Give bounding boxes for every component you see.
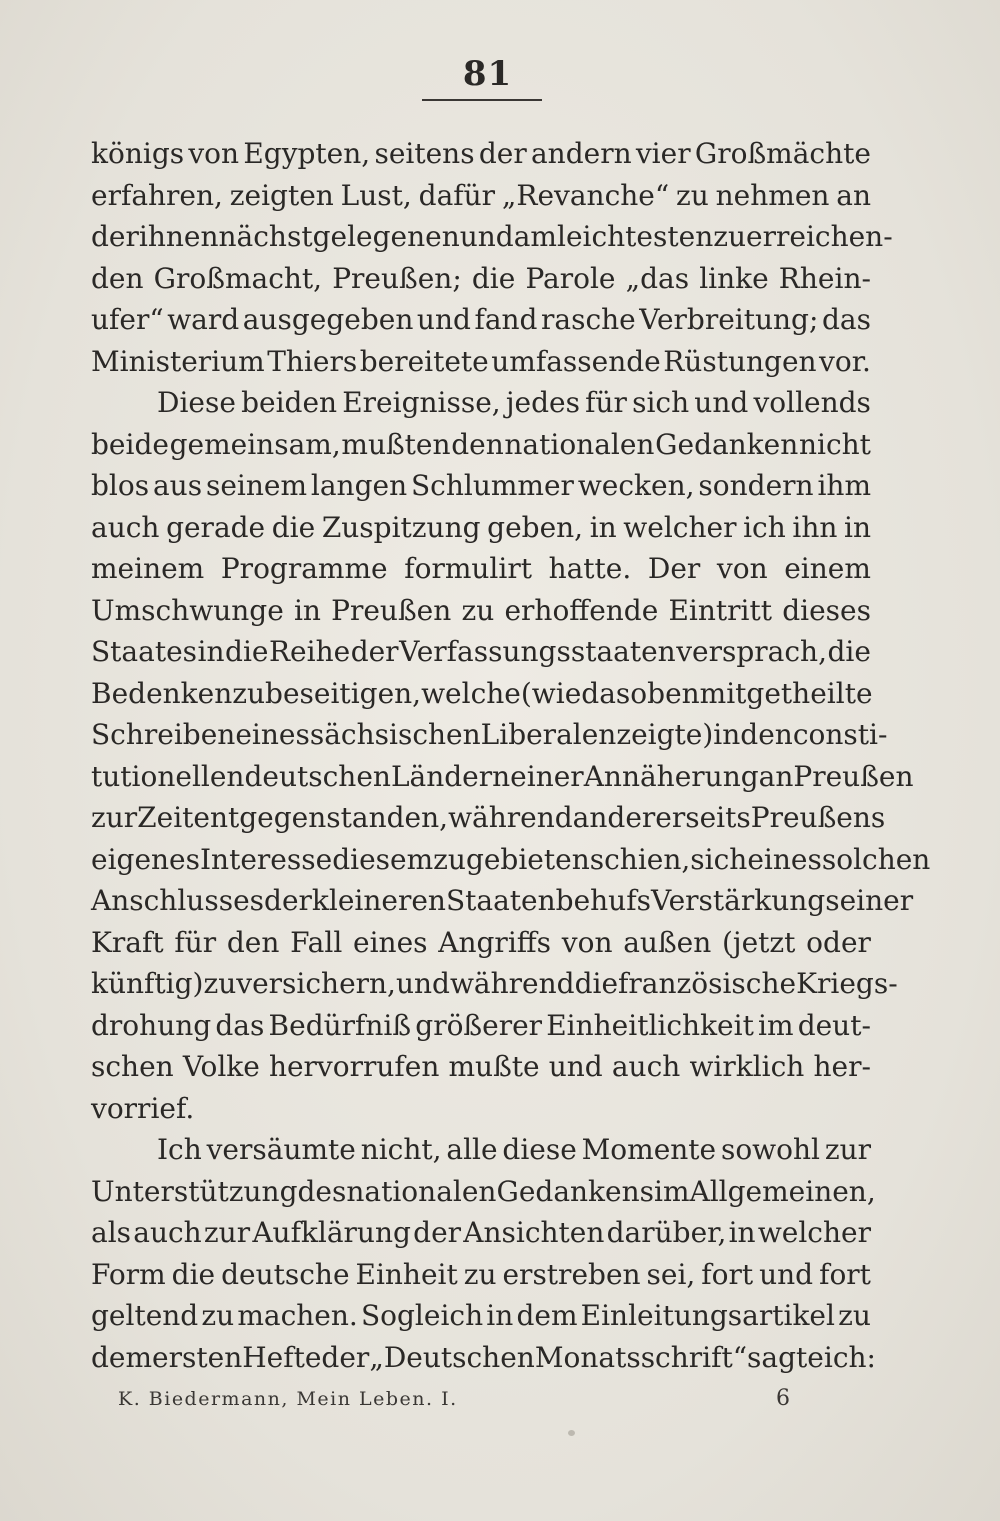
- word: her-: [813, 1050, 871, 1083]
- word: versäumte: [206, 1133, 356, 1166]
- word: machen.: [237, 1299, 358, 1332]
- word: Egypten,: [243, 137, 371, 170]
- word: in: [728, 1216, 756, 1249]
- word: auch: [133, 1216, 202, 1249]
- text-line: [91, 880, 914, 922]
- word: vor.: [819, 344, 871, 378]
- word: im: [758, 1008, 794, 1042]
- word: ihn: [792, 510, 838, 544]
- word: Verfassungsstaaten: [399, 635, 676, 668]
- word: Großmächte: [694, 137, 871, 170]
- word: Schreiben: [91, 718, 236, 751]
- body-text: [91, 133, 931, 1378]
- word: und: [459, 220, 514, 253]
- word: dieses: [782, 593, 871, 627]
- word: dem: [516, 1299, 578, 1332]
- text-line: [91, 1171, 876, 1213]
- word: dafür: [418, 178, 496, 212]
- word: erfahren,: [91, 178, 223, 212]
- word: entgegenstanden,: [193, 801, 449, 834]
- word: der: [264, 884, 312, 917]
- word: gerade: [166, 510, 266, 544]
- word: die: [827, 635, 871, 668]
- word: wecken,: [577, 469, 695, 502]
- word: Anschlusses: [91, 884, 265, 917]
- word: Angriffs: [438, 925, 552, 959]
- word: ufer“: [91, 303, 164, 336]
- word: Preußen;: [332, 261, 462, 295]
- word: mußte: [448, 1050, 540, 1083]
- word: außen: [623, 925, 712, 959]
- word: rasche: [541, 303, 636, 336]
- text-line: [91, 590, 871, 632]
- word: andern: [530, 137, 632, 170]
- word: „Deutschen: [369, 1340, 535, 1374]
- word: sondern: [698, 469, 814, 502]
- word: umfassende: [491, 344, 661, 378]
- word: zu: [433, 842, 466, 876]
- word: mußten: [341, 427, 451, 461]
- word: Staaten: [445, 884, 556, 917]
- word: zu: [232, 676, 266, 710]
- word: Ländern: [390, 759, 511, 793]
- word: Einheitlichkeit: [546, 1008, 754, 1042]
- word: und: [694, 386, 749, 419]
- word: wirklich: [689, 1050, 805, 1083]
- word: Lust,: [340, 178, 412, 212]
- word: als: [91, 1216, 132, 1249]
- word: ich:: [823, 1340, 876, 1374]
- word: erreichen-: [746, 220, 893, 253]
- word: Gedankens: [496, 1174, 654, 1208]
- word: für: [174, 925, 217, 959]
- word: die: [271, 510, 316, 544]
- word: versprach,: [676, 635, 827, 668]
- word: behufs: [555, 884, 651, 917]
- text-line: [91, 1212, 871, 1254]
- text-line: [91, 258, 871, 300]
- word: Preußen: [331, 593, 452, 627]
- word: fand: [474, 303, 538, 336]
- word: im: [653, 1174, 690, 1208]
- word: meinem: [91, 552, 205, 585]
- word: in: [844, 510, 871, 544]
- word: von: [561, 925, 613, 959]
- word: Ansichten: [463, 1216, 605, 1249]
- text-line: [91, 133, 871, 175]
- word: fort: [701, 1257, 754, 1291]
- word: ihm: [817, 469, 871, 502]
- word: Interesse: [200, 842, 333, 876]
- word: Eintritt: [668, 593, 773, 627]
- word: in: [486, 1299, 514, 1332]
- word: vollends: [753, 386, 871, 419]
- text-line: [91, 548, 871, 590]
- word: geben,: [487, 510, 584, 544]
- word: nächstgelegenen: [218, 220, 460, 253]
- word: Parole: [525, 261, 616, 295]
- word: der: [413, 1216, 462, 1249]
- word: Fall: [290, 925, 343, 959]
- signature-mark: 6: [776, 1386, 790, 1411]
- word: während: [448, 801, 573, 834]
- word: Ich: [157, 1133, 202, 1166]
- word: Kraft: [91, 925, 164, 959]
- word: drohung: [91, 1008, 212, 1042]
- word: diesem: [332, 842, 434, 876]
- word: welcher: [757, 1216, 871, 1249]
- text-line: [91, 1129, 871, 1171]
- word: von: [716, 552, 768, 585]
- word: königs: [91, 137, 185, 170]
- word: erhoffende: [504, 593, 659, 627]
- word: eines: [235, 718, 310, 751]
- text-line: [91, 714, 888, 756]
- word: vier: [635, 137, 691, 170]
- word: zur: [91, 801, 138, 834]
- word: zu: [838, 1299, 871, 1332]
- word: schen: [91, 1050, 174, 1083]
- word: Allgemeinen,: [689, 1174, 876, 1208]
- word: geltend: [91, 1299, 199, 1332]
- word: ich: [743, 510, 786, 544]
- word: (wie: [520, 676, 582, 710]
- word: hervorrufen: [268, 1050, 440, 1083]
- word: linke: [699, 261, 769, 295]
- text-line: [91, 922, 871, 964]
- word: auch: [91, 510, 160, 544]
- word: zur: [203, 1216, 251, 1249]
- text-line: [91, 424, 871, 466]
- word: Form: [91, 1257, 166, 1291]
- word: künftig): [91, 967, 204, 1000]
- word: die: [471, 261, 516, 295]
- word: oder: [806, 925, 871, 959]
- paper-speck: [568, 1430, 575, 1436]
- word: dem: [91, 1340, 153, 1374]
- word: jedes: [505, 386, 580, 419]
- word: zu: [676, 178, 709, 212]
- word: langen: [310, 469, 408, 502]
- word: Staates: [91, 635, 198, 668]
- word: formulirt: [404, 552, 532, 585]
- text-line: [91, 673, 871, 715]
- word: die: [171, 1257, 216, 1291]
- word: (jetzt: [722, 925, 796, 959]
- word: für: [585, 386, 627, 419]
- word: der: [91, 220, 139, 253]
- signature-line: K. Biedermann, Mein Leben. I.: [118, 1388, 458, 1410]
- word: Zeit: [137, 801, 194, 834]
- word: erstreben: [502, 1257, 641, 1291]
- word: „Revanche“: [501, 178, 670, 212]
- word: Monatsschrift“: [534, 1340, 748, 1374]
- word: in: [293, 593, 321, 627]
- word: den: [91, 261, 144, 295]
- word: einem: [784, 552, 871, 585]
- word: Preußens: [750, 801, 886, 834]
- word: einer: [510, 759, 584, 793]
- word: blos: [91, 469, 150, 502]
- word: seiner: [825, 884, 914, 917]
- word: welcher: [623, 510, 737, 544]
- word: consti-: [792, 718, 888, 751]
- word: zu: [203, 967, 237, 1000]
- word: sich: [690, 842, 748, 876]
- word: und: [759, 1257, 814, 1291]
- word: Volke: [182, 1050, 260, 1083]
- word: auch: [611, 1050, 681, 1083]
- word: nationalen: [504, 427, 655, 461]
- text-line: [91, 175, 871, 217]
- word: Bedürfniß: [268, 1008, 412, 1042]
- word: gebieten: [465, 842, 590, 876]
- text-line: [91, 1254, 871, 1296]
- word: Zuspitzung: [321, 510, 481, 544]
- word: Momente: [581, 1133, 717, 1166]
- word: Verstärkung: [650, 884, 826, 917]
- word: nationalen: [346, 1174, 497, 1208]
- word: seinem: [205, 469, 308, 502]
- word: zu: [713, 220, 747, 253]
- word: Großmacht,: [153, 261, 323, 295]
- word: zeigten: [229, 178, 334, 212]
- word: größerer: [415, 1008, 543, 1042]
- word: den: [740, 718, 793, 751]
- word: von: [188, 137, 240, 170]
- word: beiden: [241, 386, 338, 419]
- word: Rhein-: [778, 261, 871, 295]
- word: beide: [91, 427, 169, 461]
- word: die: [225, 635, 269, 668]
- word: das: [581, 676, 631, 710]
- word: sowohl: [720, 1133, 820, 1166]
- word: Verbreitung;: [639, 303, 819, 336]
- word: versichern,: [236, 967, 396, 1000]
- word: an: [836, 178, 871, 212]
- word: und: [416, 303, 471, 336]
- word: des: [297, 1174, 347, 1208]
- word: in: [589, 510, 617, 544]
- text-line: [91, 963, 898, 1005]
- word: Sogleich: [360, 1299, 484, 1332]
- word: zu: [201, 1299, 235, 1332]
- word: gemeinsam,: [169, 427, 341, 461]
- word: Kriegs-: [796, 967, 898, 1000]
- word: Programme: [220, 552, 388, 585]
- word: andererseits: [572, 801, 751, 834]
- word: das: [821, 303, 871, 336]
- text-line: [91, 1337, 876, 1379]
- word: zur: [824, 1133, 871, 1166]
- word: kleineren: [311, 884, 446, 917]
- word: der: [478, 137, 527, 170]
- word: sei,: [646, 1257, 696, 1291]
- text-line: [91, 631, 871, 673]
- text-line: [91, 1088, 871, 1130]
- text-line: [91, 465, 871, 507]
- word: leichtesten: [556, 220, 714, 253]
- word: darüber,: [606, 1216, 727, 1249]
- word: aus: [152, 469, 203, 502]
- word: in: [713, 718, 741, 751]
- word: den: [451, 427, 504, 461]
- word: deut-: [797, 1008, 871, 1042]
- word: ihnen: [138, 220, 219, 253]
- word: am: [513, 220, 557, 253]
- word: Preußen: [793, 759, 914, 793]
- word: eigenes: [91, 842, 200, 876]
- word: sich: [632, 386, 690, 419]
- word: Einleitungsartikel: [580, 1299, 835, 1332]
- word: mitgetheilte: [699, 676, 873, 710]
- text-line: [91, 382, 871, 424]
- word: sächsischen: [309, 718, 481, 751]
- text-line: [91, 216, 893, 258]
- word: „das: [625, 261, 690, 295]
- word: bereitete: [359, 344, 489, 378]
- word: der: [321, 1340, 370, 1374]
- word: seitens: [374, 137, 475, 170]
- word: eines: [353, 925, 428, 959]
- word: Unterstützung: [91, 1174, 298, 1208]
- word: während: [449, 967, 575, 1000]
- word: Aufklärung: [252, 1216, 411, 1249]
- word: solchen: [821, 842, 931, 876]
- word: Hefte: [242, 1340, 322, 1374]
- text-line: [91, 299, 871, 341]
- word: vorrief.: [91, 1091, 195, 1125]
- word: Schlummer: [411, 469, 574, 502]
- word: zeigte): [616, 718, 714, 751]
- word: eines: [747, 842, 822, 876]
- text-line: [91, 756, 914, 798]
- word: Liberalen: [480, 718, 617, 751]
- word: Rüstungen: [663, 344, 817, 378]
- page-footer: [118, 1386, 790, 1411]
- word: sagte: [747, 1340, 824, 1374]
- word: Diese: [157, 386, 236, 419]
- word: und: [395, 967, 450, 1000]
- word: ersten: [152, 1340, 243, 1374]
- word: alle: [446, 1133, 498, 1166]
- word: und: [548, 1050, 603, 1083]
- word: Ereignisse,: [342, 386, 501, 419]
- text-line: [91, 797, 886, 839]
- word: Einheit: [355, 1257, 458, 1291]
- text-line: [91, 1295, 871, 1337]
- page-number: 81: [462, 54, 513, 94]
- word: Reihe: [268, 635, 351, 668]
- word: tutionellen: [91, 759, 245, 793]
- word: oben: [630, 676, 700, 710]
- word: diese: [502, 1133, 577, 1166]
- word: an: [758, 759, 794, 793]
- word: die: [574, 967, 619, 1000]
- word: nicht: [798, 427, 871, 461]
- word: den: [226, 925, 280, 959]
- word: der: [350, 635, 399, 668]
- word: deutsche: [221, 1257, 350, 1291]
- text-line: [91, 839, 931, 881]
- word: Umschwunge: [91, 593, 284, 627]
- word: in: [197, 635, 225, 668]
- word: welche: [421, 676, 521, 710]
- word: französische: [618, 967, 797, 1000]
- word: beseitigen,: [265, 676, 422, 710]
- text-line: [91, 1005, 871, 1047]
- word: hatte.: [548, 552, 632, 585]
- word: Bedenken: [91, 676, 233, 710]
- word: ward: [167, 303, 240, 336]
- word: Der: [647, 552, 701, 585]
- text-line: [91, 507, 871, 549]
- word: nicht,: [360, 1133, 442, 1166]
- text-line: [91, 1046, 871, 1088]
- word: das: [215, 1008, 265, 1042]
- word: fort: [819, 1257, 871, 1291]
- word: Thiers: [267, 344, 358, 378]
- word: ausgegeben: [242, 303, 414, 336]
- word: nehmen: [715, 178, 830, 212]
- word: Annäherung: [583, 759, 759, 793]
- word: deutschen: [244, 759, 391, 793]
- word: schien,: [589, 842, 691, 876]
- header-rule: [422, 99, 542, 101]
- word: zu: [461, 593, 495, 627]
- word: Gedanken: [655, 427, 799, 461]
- word: zu: [463, 1257, 497, 1291]
- text-line: [91, 341, 871, 383]
- word: Ministerium: [91, 344, 265, 378]
